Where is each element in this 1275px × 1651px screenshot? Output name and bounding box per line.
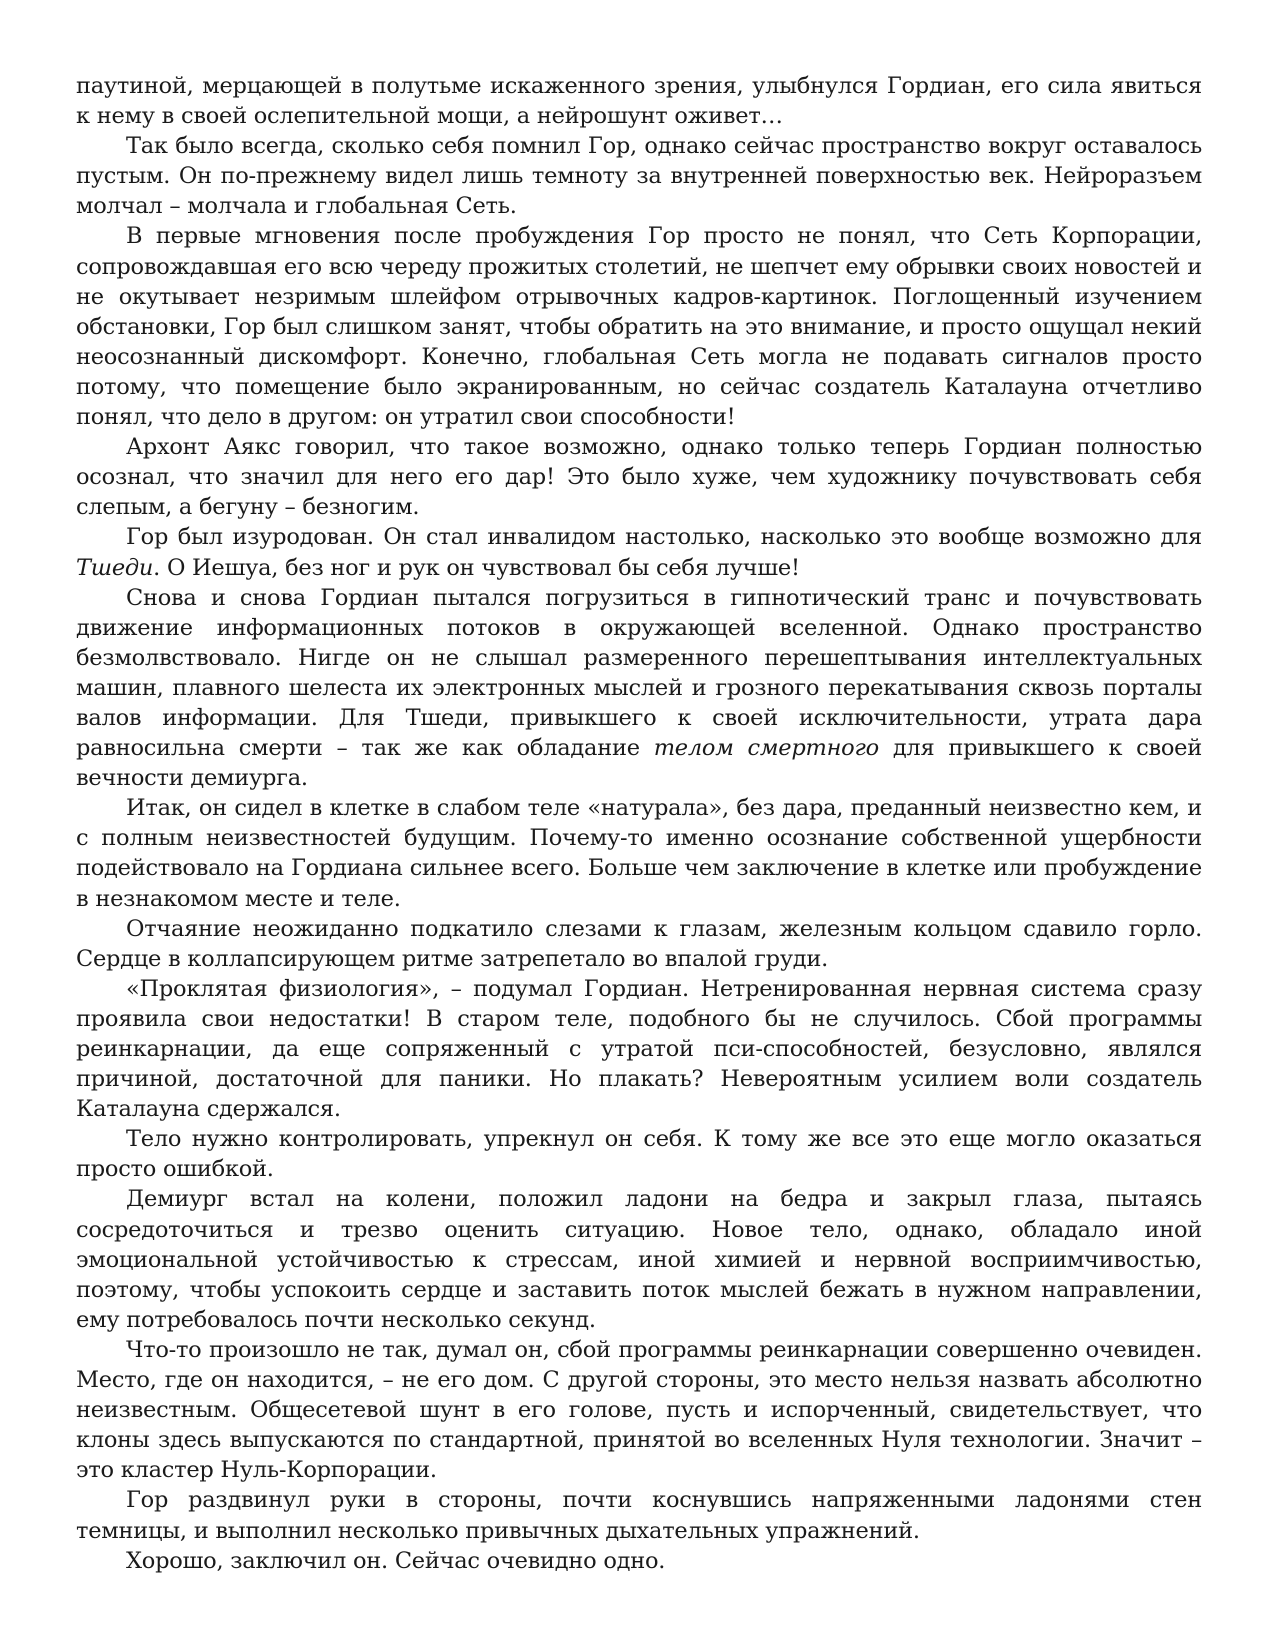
paragraph-10: Тело нужно контролировать, упрекнул он себя. К тому же все это еще могло оказаться просто ошибкой. (76, 1126, 1202, 1183)
paragraph-12: Что-то произошло не так, думал он, сбой программы реинкарнации совершенно очевиден. Место, где он находится, – не его дом. С другой стороны, это место нельзя назвать абсолютно неизвестным. Общесетевой шунт в его голове, пусть и испорченный, свидетельствует, что клоны здесь выпускаются по стандартной, принятой во вселенных Нуля технологии. Значит – это кластер Нуль-Корпорации. (76, 1336, 1202, 1484)
paragraph-14: Хорошо, заключил он. Сейчас очевидно одно. (126, 1547, 666, 1574)
paragraph-5-italic: Тшеди (76, 554, 154, 581)
paragraph-1: паутиной, мерцающей в полутьме искаженного зрения, улыбнулся Гордиан, его сила явиться к нему в своей ослепительной мощи, а нейрошунт оживет… (76, 73, 1202, 130)
paragraph-5-text-b: . О Иешуа, без ног и рук он чувствовал бы себя лучше! (153, 554, 800, 581)
paragraph-5-text-a: Гор был изуродован. Он стал инвалидом настолько, насколько это вообще возможно для (126, 524, 1202, 551)
paragraph-7: Итак, он сидел в клетке в слабом теле «натурала», без дара, преданный неизвестно кем, и с полным неизвестностей будущим. Почему-то именно осознание собственной ущербности подействовало на Гордиана сильнее всего. Больше чем заключение в клетке или пробуждение в незнакомом месте и теле. (76, 795, 1202, 912)
paragraph-8: Отчаяние неожиданно подкатило слезами к глазам, железным кольцом сдавило горло. Сердце в коллапсирующем ритме затрепетало во впалой груди. (76, 915, 1202, 972)
document-page (76, 71, 1202, 1576)
paragraph-3: В первые мгновения после пробуждения Гор просто не понял, что Сеть Корпорации, сопровождавшая его всю череду прожитых столетий, не шепчет ему обрывки своих новостей и не окутывает незримым шлейфом отрывочных кадров-картинок. Поглощенный изучением обстановки, Гор был слишком занят, чтобы обратить на это внимание, и просто ощущал некий неосознанный дискомфорт. Конечно, глобальная Сеть могла не подавать сигналов просто потому, что помещение было экранированным, но сейчас создатель Каталауна отчетливо понял, что дело в другом: он утратил свои способности! (76, 223, 1202, 431)
paragraph-6-text-b: для привыкшего к своей вечности демиурга. (76, 735, 1202, 792)
paragraph-6 (76, 583, 1202, 794)
paragraph-11: Демиург встал на колени, положил ладони на бедра и закрыл глаза, пытаясь сосредоточиться и трезво оценить ситуацию. Новое тело, однако, обладало иной эмоциональной устойчивостью к стрессам, иной химией и нервной восприимчивостью, поэтому, чтобы успокоить сердце и заставить поток мыслей бежать в нужном направлении, ему потребовалось почти несколько секунд. (76, 1186, 1202, 1333)
paragraph-9: «Проклятая физиология», – подумал Гордиан. Нетренированная нервная система сразу проявила свои недостатки! В старом теле, подобного бы не случилось. Сбой программы реинкарнации, да еще сопряженный с утратой пси-способностей, безусловно, являлся причиной, достаточной для паники. Но плакать? Невероятным усилием воли создатель Каталауна сдержался. (76, 975, 1202, 1123)
paragraph-6-italic: телом смертного (653, 735, 879, 762)
paragraph-6-text-a: Снова и снова Гордиан пытался погрузиться в гипнотический транс и почувствовать движение информационных потоков в окружающей вселенной. Однако пространство безмолвствовало. Нигде он не слышал размеренного перешептывания интеллектуальных машин, плавного шелеста их электронных мыслей и грозного перекатывания сквозь порталы валов информации. Для Тшеди, привыкшего к своей исключительности, утрата дара равносильна смерти – так же как обладание (76, 584, 1202, 762)
paragraph-4: Архонт Аякс говорил, что такое возможно, однако только теперь Гордиан полностью осознал, что значил для него его дар! Это было хуже, чем художнику почувствовать себя слепым, а бегуну – безногим. (76, 434, 1202, 521)
paragraph-2: Так было всегда, сколько себя помнил Гор, однако сейчас пространство вокруг оставалось пустым. Он по-прежнему видел лишь темноту за внутренней поверхностью век. Нейроразъем молчал – молчала и глобальная Сеть. (76, 133, 1202, 220)
paragraph-5 (76, 522, 1202, 582)
paragraph-13: Гор раздвинул руки в стороны, почти коснувшись напряженными ладонями стен темницы, и выполнил несколько привычных дыхательных упражнений. (76, 1487, 1202, 1544)
